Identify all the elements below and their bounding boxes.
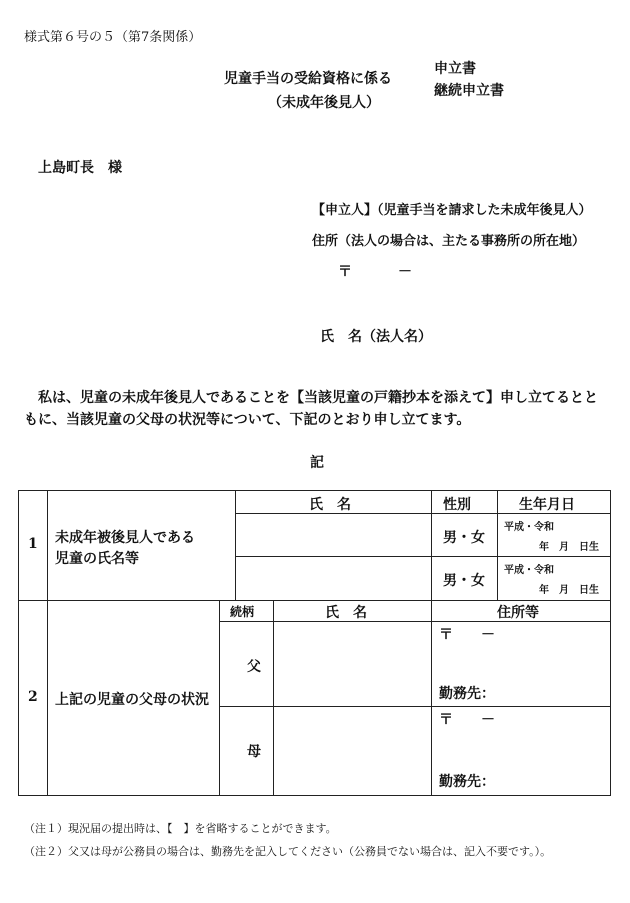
child1-era[interactable]: 平成・令和 [504, 522, 554, 533]
form-subtitle: （未成年後見人） [268, 95, 380, 111]
child1-gender[interactable]: 男・女 [443, 530, 485, 546]
row1-header-gender: 性別 [443, 497, 471, 513]
info-table [18, 490, 611, 796]
row2-header-line [219, 621, 610, 622]
row1-number: 1 [28, 536, 38, 552]
mother-postal[interactable]: 〒 － [439, 712, 495, 728]
row2-number: 2 [28, 689, 38, 705]
statement-text: 私は、児童の未成年後見人であることを【当該児童の戸籍抄本を添えて】申し立てるとともに、当該児童の父母の状況等について、下記のとおり申し立てます。 [24, 390, 598, 428]
row1-divider-gender [497, 491, 498, 600]
row1-divider-name [431, 491, 432, 600]
child1-date[interactable]: 年 月 日生 [539, 542, 599, 553]
form-title: 児童手当の受給資格に係る [224, 71, 392, 87]
row2-header-name: 氏 名 [325, 605, 367, 621]
row2-divider-relation [273, 600, 274, 795]
title-option-continued-application: 継続申立書 [434, 83, 504, 99]
row2-label: 上記の児童の父母の状況 [55, 692, 209, 708]
row2-divider-label [219, 600, 220, 795]
applicant-name-label: 氏 名（法人名） [320, 329, 432, 345]
child2-gender[interactable]: 男・女 [443, 573, 485, 589]
row2-header-address: 住所等 [497, 605, 539, 621]
title-option-application: 申立書 [434, 61, 476, 77]
postal-mark: 〒 [338, 264, 352, 280]
applicant-address-label: 住所（法人の場合は、主たる事務所の所在地） [312, 234, 586, 249]
table-divider-number [47, 491, 48, 795]
ki-heading: 記 [310, 455, 324, 471]
mother-workplace-label: 勤務先： [439, 774, 495, 790]
father-workplace-label: 勤務先： [439, 686, 495, 702]
note-2: （注２）父又は母が公務員の場合は、勤務先を記入してください（公務員でない場合は、記入不要です。）。 [24, 845, 552, 858]
row1-child-line [235, 556, 610, 557]
addressee: 上島町長 様 [38, 160, 122, 176]
table-divider-row [19, 600, 610, 601]
row1-header-birth: 生年月日 [519, 497, 575, 513]
form-number: 様式第６号の５（第7条関係） [24, 30, 202, 45]
child2-era[interactable]: 平成・令和 [504, 565, 554, 576]
row2-header-relation: 続柄 [230, 605, 255, 619]
father-label: 父 [247, 659, 261, 675]
row1-label-line1: 未成年被後見人である [55, 530, 195, 546]
applicant-label: 【申立人】（児童手当を請求した未成年後見人） [312, 203, 592, 218]
row2-parent-line [219, 706, 610, 707]
row2-divider-name [431, 600, 432, 795]
note-1: （注１）現況届の提出時は、【 】を省略することができます。 [24, 822, 337, 835]
postal-dash: － [398, 264, 412, 280]
mother-label: 母 [247, 744, 261, 760]
row1-divider-label [235, 491, 236, 600]
row1-header-name: 氏 名 [309, 497, 351, 513]
father-postal[interactable]: 〒 － [439, 627, 495, 643]
child2-date[interactable]: 年 月 日生 [539, 585, 599, 596]
row1-label-line2: 児童の氏名等 [55, 551, 139, 567]
